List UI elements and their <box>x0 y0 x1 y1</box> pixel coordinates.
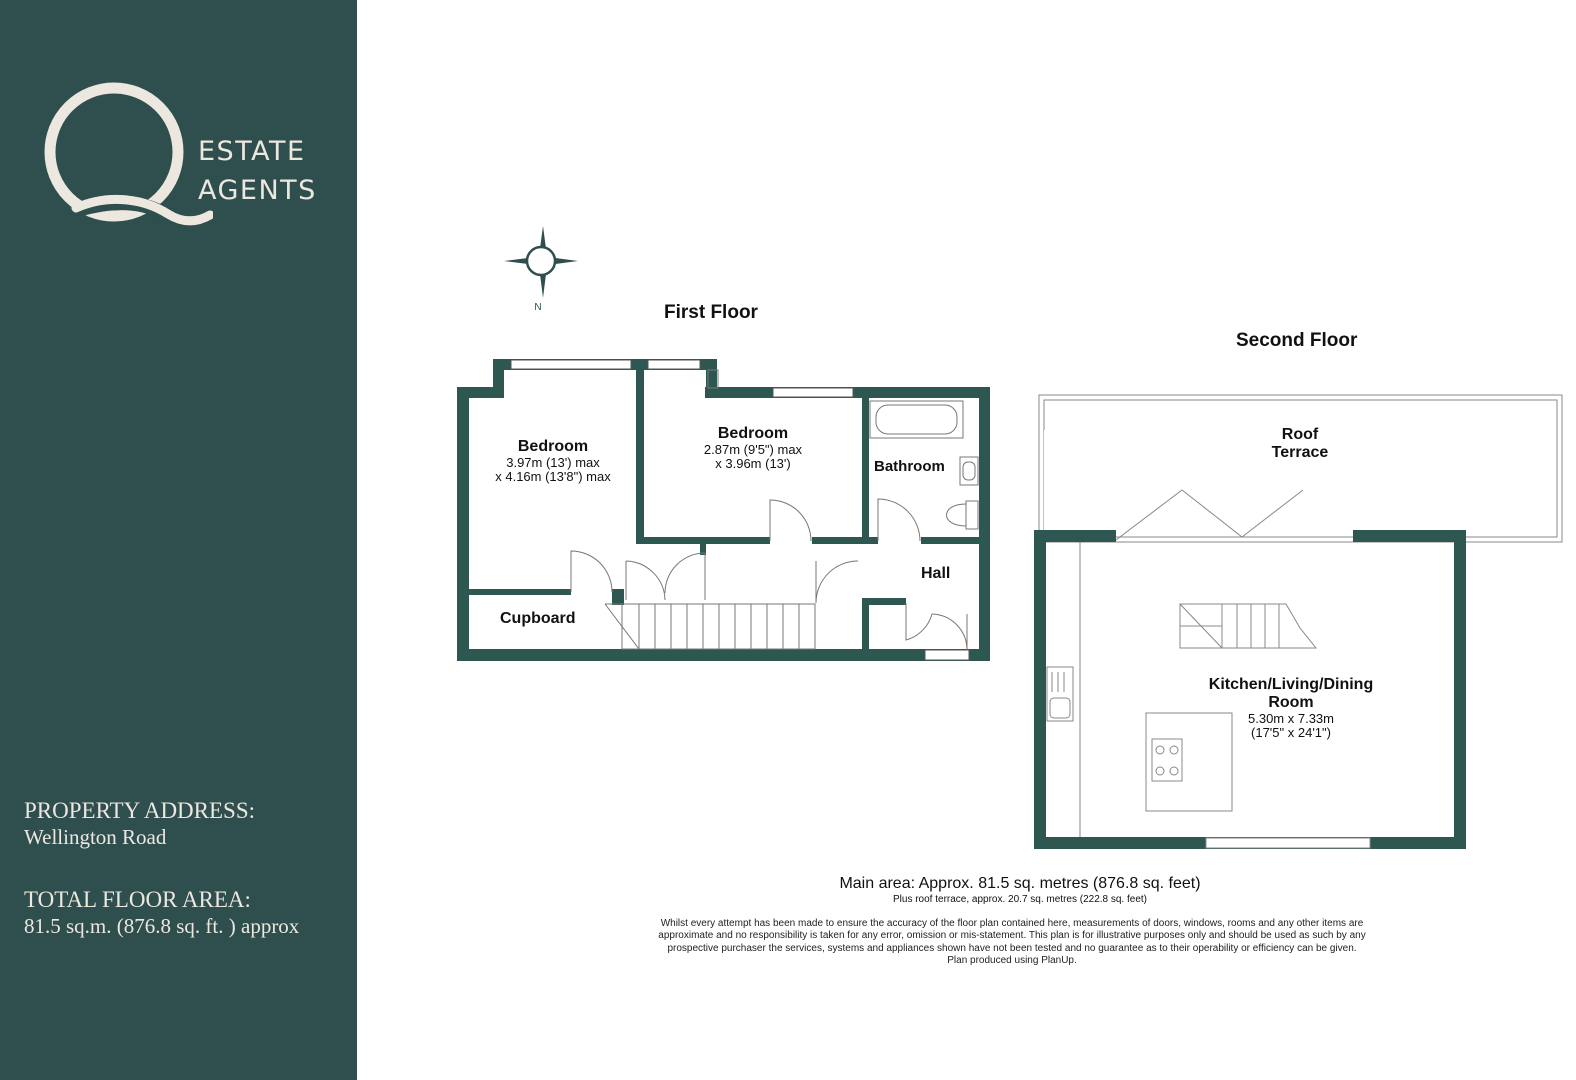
floor-area-heading: TOTAL FLOOR AREA: <box>24 887 251 912</box>
bedroom-1-label: Bedroom 3.97m (13') max x 4.16m (13'8") max <box>495 438 611 484</box>
terrace-inner-cover <box>1044 430 1114 535</box>
second-floor-title: Second Floor <box>1236 330 1358 351</box>
address-value: Wellington Road <box>24 825 167 849</box>
roof-terrace-outline <box>1039 395 1562 542</box>
roof-terrace-label: Roof Terrace <box>1271 426 1329 461</box>
bedroom-2-label: Bedroom 2.87m (9'5") max x 3.96m (13') <box>703 425 803 471</box>
logo-agents-text: AGENTS <box>198 175 317 206</box>
logo-estate-text: ESTATE <box>198 136 306 167</box>
bathroom-label: Bathroom <box>874 458 945 475</box>
address-heading: PROPERTY ADDRESS: <box>24 798 256 823</box>
kitchen-living-dining-label: Kitchen/Living/Dining Room 5.30m x 7.33m (17'5" x 24'1") <box>1208 676 1374 740</box>
main-area-text: Main area: Approx. 81.5 sq. metres (876.8 sq. feet) <box>839 875 1201 892</box>
second-floor-fixtures <box>1047 490 1370 848</box>
compass-icon <box>504 226 578 298</box>
first-floor-fixtures <box>571 370 978 650</box>
first-floor-title: First Floor <box>664 302 758 323</box>
hall-label: Hall <box>921 565 951 582</box>
floor-area-value: 81.5 sq.m. (876.8 sq. ft. ) approx <box>24 914 300 938</box>
cupboard-label: Cupboard <box>500 610 576 627</box>
compass-n-label: N <box>534 302 542 313</box>
disclaimer-text: Whilst every attempt has been made to ensure the accuracy of the floor plan contained here, measurements of doors, windows, rooms and any other items are approximate and no responsibility is taken for any error, omission or mis-statement. This plan is for illustrative purposes only and should be used as such by any prospective purchaser the services, systems and appliances shown have not been tested and no guarantee as to their operability or efficiency can be given. Plan produced using PlanUp. <box>658 918 1366 967</box>
roof-terrace-area-text: Plus roof terrace, approx. 20.7 sq. metres (222.8 sq. feet) <box>892 894 1147 905</box>
